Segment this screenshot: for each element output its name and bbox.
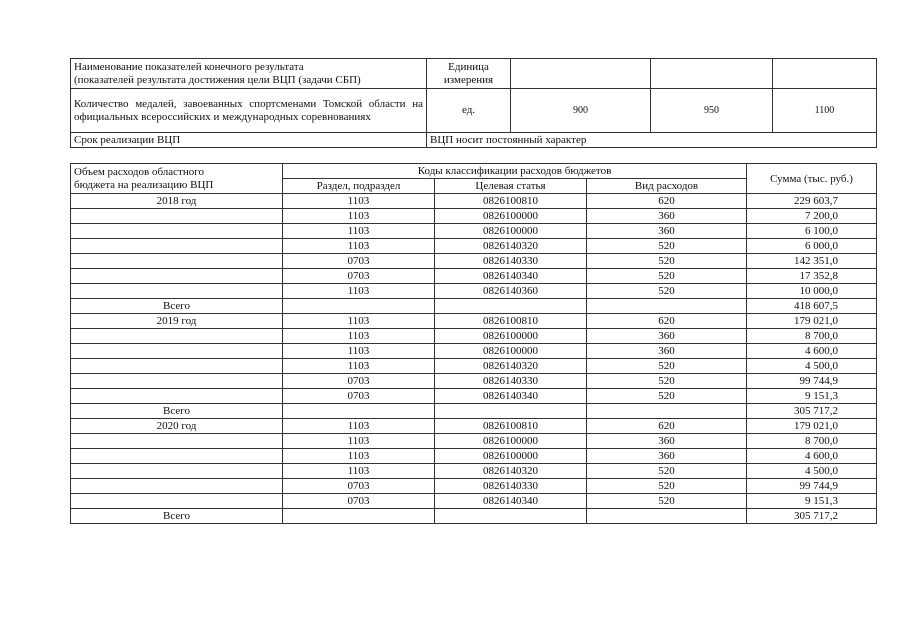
row-label	[71, 434, 283, 449]
indicator-unit: ед.	[427, 89, 511, 133]
volume-header	[71, 164, 283, 194]
indicator-value-1: 900	[511, 89, 651, 133]
row-type: 360	[587, 449, 747, 464]
row-type: 520	[587, 269, 747, 284]
row-type: 520	[587, 374, 747, 389]
row-article: 0826140320	[435, 359, 587, 374]
row-label	[71, 494, 283, 509]
row-sum: 4 600,0	[747, 449, 877, 464]
budget-body	[71, 194, 877, 524]
budget-row	[71, 419, 877, 434]
row-article	[435, 299, 587, 314]
unit-header-line-2: измерения	[443, 73, 494, 86]
budget-row	[71, 434, 877, 449]
row-label: Всего	[71, 509, 283, 524]
budget-row	[71, 389, 877, 404]
row-sum: 4 600,0	[747, 344, 877, 359]
row-article: 0826140330	[435, 254, 587, 269]
row-section: 0703	[283, 374, 435, 389]
row-article: 0826140330	[435, 479, 587, 494]
row-article: 0826140340	[435, 494, 587, 509]
budget-header-row-1	[71, 164, 877, 179]
indicator-value-2: 950	[651, 89, 773, 133]
article-header: Целевая статья	[435, 179, 587, 194]
row-sum: 10 000,0	[747, 284, 877, 299]
row-section: 1103	[283, 464, 435, 479]
row-label	[71, 464, 283, 479]
budget-row	[71, 404, 877, 419]
row-type: 620	[587, 314, 747, 329]
term-value: ВЦП носит постоянный характер	[427, 133, 877, 148]
row-article	[435, 404, 587, 419]
budget-row	[71, 299, 877, 314]
budget-row	[71, 479, 877, 494]
row-label: 2020 год	[71, 419, 283, 434]
row-article: 0826100810	[435, 314, 587, 329]
row-label	[71, 254, 283, 269]
budget-row	[71, 209, 877, 224]
term-row	[71, 133, 877, 148]
row-article: 0826100810	[435, 419, 587, 434]
row-label: Всего	[71, 299, 283, 314]
row-type: 520	[587, 464, 747, 479]
row-article: 0826100000	[435, 434, 587, 449]
row-type: 520	[587, 479, 747, 494]
row-article: 0826100000	[435, 449, 587, 464]
row-type: 360	[587, 209, 747, 224]
type-header: Вид расходов	[587, 179, 747, 194]
budget-row	[71, 269, 877, 284]
row-section: 0703	[283, 389, 435, 404]
row-type	[587, 404, 747, 419]
row-section	[283, 299, 435, 314]
row-label	[71, 209, 283, 224]
budget-row	[71, 509, 877, 524]
value-header-empty	[651, 59, 773, 89]
row-label	[71, 224, 283, 239]
row-sum: 4 500,0	[747, 464, 877, 479]
row-section: 1103	[283, 284, 435, 299]
row-label	[71, 479, 283, 494]
budget-row	[71, 329, 877, 344]
row-article	[435, 509, 587, 524]
row-article: 0826140360	[435, 284, 587, 299]
row-section: 1103	[283, 434, 435, 449]
row-article: 0826140320	[435, 239, 587, 254]
budget-row	[71, 314, 877, 329]
row-article: 0826100810	[435, 194, 587, 209]
row-type: 360	[587, 329, 747, 344]
row-label	[71, 344, 283, 359]
row-section: 0703	[283, 269, 435, 284]
indicator-header-row	[71, 59, 877, 89]
volume-header-line-2: бюджета на реализацию ВЦП	[74, 178, 214, 191]
row-label: Всего	[71, 404, 283, 419]
row-type: 520	[587, 494, 747, 509]
row-section	[283, 509, 435, 524]
budget-row	[71, 194, 877, 209]
budget-row	[71, 254, 877, 269]
row-article: 0826100000	[435, 329, 587, 344]
sum-header: Сумма (тыс. руб.)	[747, 164, 877, 194]
row-section: 1103	[283, 239, 435, 254]
row-section: 1103	[283, 449, 435, 464]
row-type: 520	[587, 389, 747, 404]
row-sum: 99 744,9	[747, 374, 877, 389]
row-type: 360	[587, 344, 747, 359]
row-type: 520	[587, 284, 747, 299]
indicator-row	[71, 89, 877, 133]
row-section: 1103	[283, 419, 435, 434]
value-header-empty	[511, 59, 651, 89]
row-sum: 9 151,3	[747, 494, 877, 509]
section-header: Раздел, подраздел	[283, 179, 435, 194]
row-label	[71, 329, 283, 344]
row-sum: 6 100,0	[747, 224, 877, 239]
row-sum: 4 500,0	[747, 359, 877, 374]
row-sum: 305 717,2	[747, 404, 877, 419]
row-section: 1103	[283, 359, 435, 374]
row-section: 1103	[283, 329, 435, 344]
row-label	[71, 374, 283, 389]
row-type: 520	[587, 359, 747, 374]
row-sum: 6 000,0	[747, 239, 877, 254]
row-sum: 142 351,0	[747, 254, 877, 269]
indicator-name-header	[71, 59, 427, 89]
unit-header	[427, 59, 511, 89]
row-section: 1103	[283, 194, 435, 209]
budget-row	[71, 494, 877, 509]
row-section: 1103	[283, 209, 435, 224]
indicator-name-header-line-1: Наименование показателей конечного результата	[74, 60, 304, 73]
row-label	[71, 239, 283, 254]
row-sum: 99 744,9	[747, 479, 877, 494]
budget-row	[71, 359, 877, 374]
row-sum: 17 352,8	[747, 269, 877, 284]
row-article: 0826140330	[435, 374, 587, 389]
row-section: 0703	[283, 494, 435, 509]
row-label	[71, 359, 283, 374]
indicator-name-header-line-2: (показателей результата достижения цели ВЦП (задачи СБП)	[74, 73, 361, 86]
row-sum: 8 700,0	[747, 329, 877, 344]
row-sum: 8 700,0	[747, 434, 877, 449]
row-article: 0826100000	[435, 209, 587, 224]
row-label	[71, 269, 283, 284]
row-article: 0826140340	[435, 389, 587, 404]
indicator-name: Количество медалей, завоеванных спортсменами Томской области на официальных всероссийских и международных соревнованиях	[71, 89, 427, 133]
volume-header-line-1: Объем расходов областного	[74, 165, 204, 178]
budget-row	[71, 344, 877, 359]
row-sum: 179 021,0	[747, 314, 877, 329]
row-article: 0826140320	[435, 464, 587, 479]
row-label	[71, 389, 283, 404]
row-sum: 7 200,0	[747, 209, 877, 224]
row-article: 0826100000	[435, 344, 587, 359]
row-label: 2018 год	[71, 194, 283, 209]
row-section	[283, 404, 435, 419]
row-type: 360	[587, 224, 747, 239]
value-header-empty	[773, 59, 877, 89]
row-type	[587, 509, 747, 524]
unit-header-line-1: Единица	[448, 60, 489, 73]
row-type: 520	[587, 254, 747, 269]
row-type: 620	[587, 194, 747, 209]
row-section: 0703	[283, 479, 435, 494]
row-sum: 9 151,3	[747, 389, 877, 404]
indicator-value-3: 1100	[773, 89, 877, 133]
term-label: Срок реализации ВЦП	[71, 133, 427, 148]
row-type: 360	[587, 434, 747, 449]
budget-row	[71, 284, 877, 299]
budget-row	[71, 239, 877, 254]
row-section: 0703	[283, 254, 435, 269]
row-section: 1103	[283, 224, 435, 239]
indicator-table	[70, 58, 877, 148]
row-type: 620	[587, 419, 747, 434]
row-article: 0826140340	[435, 269, 587, 284]
budget-row	[71, 374, 877, 389]
row-section: 1103	[283, 314, 435, 329]
budget-row	[71, 224, 877, 239]
row-type	[587, 299, 747, 314]
row-sum: 305 717,2	[747, 509, 877, 524]
row-label	[71, 284, 283, 299]
row-label: 2019 год	[71, 314, 283, 329]
row-sum: 418 607,5	[747, 299, 877, 314]
row-type: 520	[587, 239, 747, 254]
row-sum: 229 603,7	[747, 194, 877, 209]
row-article: 0826100000	[435, 224, 587, 239]
budget-table	[70, 163, 877, 524]
budget-row	[71, 464, 877, 479]
row-label	[71, 449, 283, 464]
codes-header: Коды классификации расходов бюджетов	[283, 164, 747, 179]
row-sum: 179 021,0	[747, 419, 877, 434]
row-section: 1103	[283, 344, 435, 359]
budget-row	[71, 449, 877, 464]
